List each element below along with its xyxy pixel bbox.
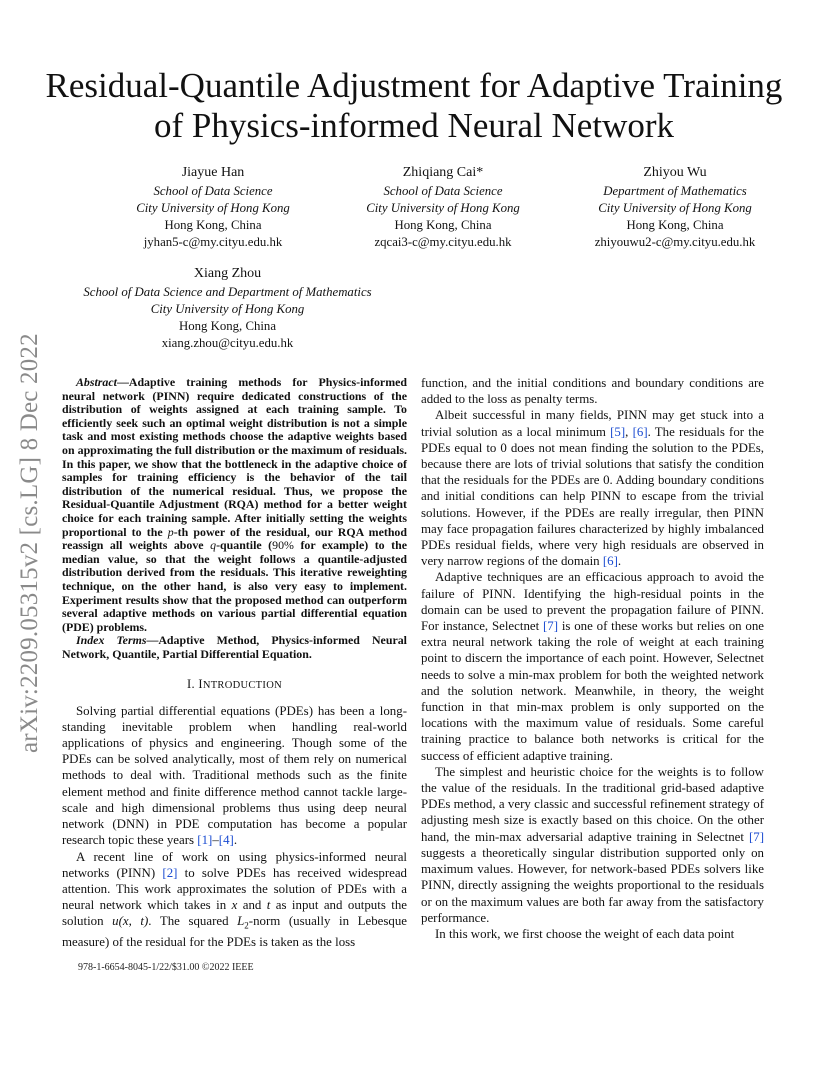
para-text: The simplest and heuristic choice for the weights is to follow the value of the residuals. In the traditional grid-based adaptive PDEs method, a very classic and successful refinement strategy of adjusting mesh size is exactly based on this choice. On the other hand, the min-max adversarial adaptive training in Selectnet: [421, 764, 764, 844]
para-text: –: [212, 833, 219, 848]
right-column: [421, 375, 764, 942]
author-email[interactable]: zqcai3-c@my.cityu.edu.hk: [374, 235, 512, 249]
author-block-3: [580, 164, 770, 251]
para-text: as input and outputs the solution: [62, 898, 407, 929]
section-number: I.: [187, 677, 195, 692]
paper-title: [40, 66, 788, 146]
abstract-text: for example) to the median value, so that the weight follows a quantile-adjusted distribution derived from the residuals. This iterative reweighting technique, on the other hand, is also very easy to implement. Experiment results show that the proposed method can outperform several adaptive methods on various partial differential equation (PDE) problems.: [62, 538, 407, 634]
author-location: Hong Kong, China: [394, 218, 492, 232]
citation-link[interactable]: [2]: [162, 865, 178, 880]
math-q: q: [210, 538, 217, 553]
para-text: and: [237, 898, 267, 913]
citation-link[interactable]: [6]: [602, 554, 618, 569]
abstract-text: -quantile (: [216, 538, 273, 553]
citation-link[interactable]: [5]: [610, 424, 626, 439]
abstract-percent: 90%: [272, 538, 294, 553]
math-uxt: u(x, t): [112, 914, 149, 929]
body-paragraph: [421, 569, 764, 763]
body-paragraph: [421, 407, 764, 569]
para-text: Albeit successful in many fields, PINN may get stuck into a trivial solution as a local minimum: [421, 408, 764, 439]
index-terms-lead: Index Terms: [76, 633, 147, 648]
para-text: . The squared: [148, 914, 238, 929]
author-block-4: [55, 265, 400, 352]
section-rest: NTRODUCTION: [202, 680, 282, 692]
citation-link[interactable]: [4]: [218, 833, 234, 848]
math-x: x: [231, 898, 238, 913]
author-name: Zhiqiang Cai*: [402, 165, 484, 180]
body-paragraph: [62, 849, 407, 951]
citation-link[interactable]: [1]: [197, 833, 213, 848]
math-p: p: [167, 524, 174, 539]
citation-link[interactable]: [6]: [632, 424, 648, 439]
math-L: L: [237, 914, 245, 929]
para-text: .: [617, 554, 622, 569]
para-text: A recent line of work on using physics-informed neural networks (PINN): [62, 849, 407, 880]
author-email[interactable]: xiang.zhou@cityu.edu.hk: [161, 336, 294, 350]
author-institution: City University of Hong Kong: [150, 302, 305, 316]
citation-link[interactable]: [7]: [748, 829, 764, 844]
section-initial: I: [198, 677, 203, 692]
citation-link[interactable]: [7]: [543, 619, 559, 634]
author-block-1: [118, 164, 308, 251]
math-sub: 2: [244, 920, 249, 931]
author-institution: City University of Hong Kong: [598, 201, 752, 215]
abstract-lead: Abstract: [76, 375, 117, 389]
math-t: t: [266, 898, 271, 913]
para-text: is one of these works but relies on one extra neural network taking the role of weight at each training point to discern the importance of each point. However, Selectnet needs to solve a min-max problem for both the weighted network and the solution network. Meanwhile, in theory, the weight function in that min-max problem is only supported on the locations with the maximum value of residuals. Some careful training practice to balance both networks is critical for the success of efficient adaptive training.: [421, 619, 765, 763]
para-text: Adaptive techniques are an efficacious approach to avoid the failure of PINN. Identifying the high-residual points in the domain can be used to prevent the propagation failure of PINN. For instance, Selectnet: [421, 570, 764, 634]
para-text: suggests a theoretically singular distribution supported only on maximum values. However, for network-based PDEs solvers like PINN, directly assigning the weights proportional to the residuals or on the maximum values are both far away from the satisfactory performance.: [421, 845, 764, 925]
author-email[interactable]: jyhan5-c@my.cityu.edu.hk: [143, 235, 283, 249]
author-institution: City University of Hong Kong: [136, 201, 290, 215]
para-text: . The residuals for the PDEs equal to 0 does not mean finding the solution to the PDEs, because there are lots of trivial solutions that satisfy the condition that the residuals for the PDEs are 0. Adding boundary conditions and initial conditions can help PINN to escape from the trivial solutions. However, if the PDEs are really irregular, then PINN may face propagation failures characterized by highly imbalanced PDEs residual fields, where very high residuals are observed in very narrow regions of the domain: [421, 424, 765, 569]
copyright-footer: 978-1-6654-8045-1/22/$31.00 ©2022 IEEE: [78, 962, 254, 973]
author-name: Zhiyou Wu: [643, 165, 707, 180]
body-paragraph: function, and the initial conditions and boundary conditions are added to the loss as penalty terms.: [421, 376, 764, 407]
author-affiliation: School of Data Science: [383, 184, 503, 198]
author-location: Hong Kong, China: [626, 218, 724, 232]
section-heading: [62, 676, 407, 694]
author-location: Hong Kong, China: [164, 218, 262, 232]
author-institution: City University of Hong Kong: [366, 201, 520, 215]
para-text: to solve PDEs has received widespread attention. This work approximates the solution of PDEs with a neural network which takes in: [62, 865, 407, 913]
abstract-text: —Adaptive training methods for Physics-informed neural network (PINN) require dedicated constructions of the distribution of weights assigned at each training sample. To efficiently seek such an optimal weight distribution is not a simple task and most existing methods choose the adaptive weights based on approximating the full distribution or the maximum of residuals. In this paper, we show that the bottleneck in the adaptive choice of samples for training efficiency is the behavior of the tail distribution of the numerical residual. Thus, we propose the Residual-Quantile Adjustment (RQA) method for a better weight choice for each training sample. After initially setting the weights proportional to the: [62, 375, 407, 539]
body-paragraph: [62, 703, 407, 849]
author-name: Xiang Zhou: [193, 266, 262, 281]
author-affiliation: School of Data Science: [153, 184, 273, 198]
author-affiliation: School of Data Science and Department of Mathematics: [83, 285, 372, 299]
abstract: [62, 376, 407, 634]
para-text: Solving partial differential equations (PDEs) has been a long-standing inevitable problem when handling real-world applications of physics and engineering. Though some of the PDEs can be solved analytically, most of them rely on numerical methods to deal with. Traditional methods such as the finite element method and finite difference method cannot tackle large-scale and high dimensional problems thus using deep neural network (DNN) in PDE computation has become a popular research topic these years: [62, 703, 407, 848]
index-terms-text: —Adaptive Method, Physics-informed Neural Network, Quantile, Partial Differential Equation.: [62, 633, 407, 661]
author-block-2: [348, 164, 538, 251]
abstract-text: -th power of the residual, our RQA method reassign all weights above: [62, 524, 407, 553]
body-paragraph: In this work, we first choose the weight of each data point: [435, 926, 735, 941]
title-line-2: of Physics-informed Neural Network: [153, 106, 674, 145]
para-text: .: [233, 833, 238, 848]
author-name: Jiayue Han: [181, 165, 245, 180]
para-text: ,: [625, 424, 633, 439]
arxiv-id[interactable]: arXiv:2209.05315v2 [cs.LG] 8 Dec 2022: [16, 333, 43, 753]
author-affiliation: Department of Mathematics: [603, 184, 747, 198]
body-paragraph: [421, 764, 764, 926]
title-line-1: Residual-Quantile Adjustment for Adaptive Training: [45, 66, 783, 105]
para-text: -norm (usually in Lebesque measure) of the residual for the PDEs is taken as the loss: [62, 914, 407, 950]
arxiv-stamp: [14, 295, 54, 755]
author-location: Hong Kong, China: [178, 319, 277, 333]
index-terms: [62, 634, 407, 661]
left-column: [62, 376, 407, 950]
author-email[interactable]: zhiyouwu2-c@my.cityu.edu.hk: [594, 235, 756, 249]
